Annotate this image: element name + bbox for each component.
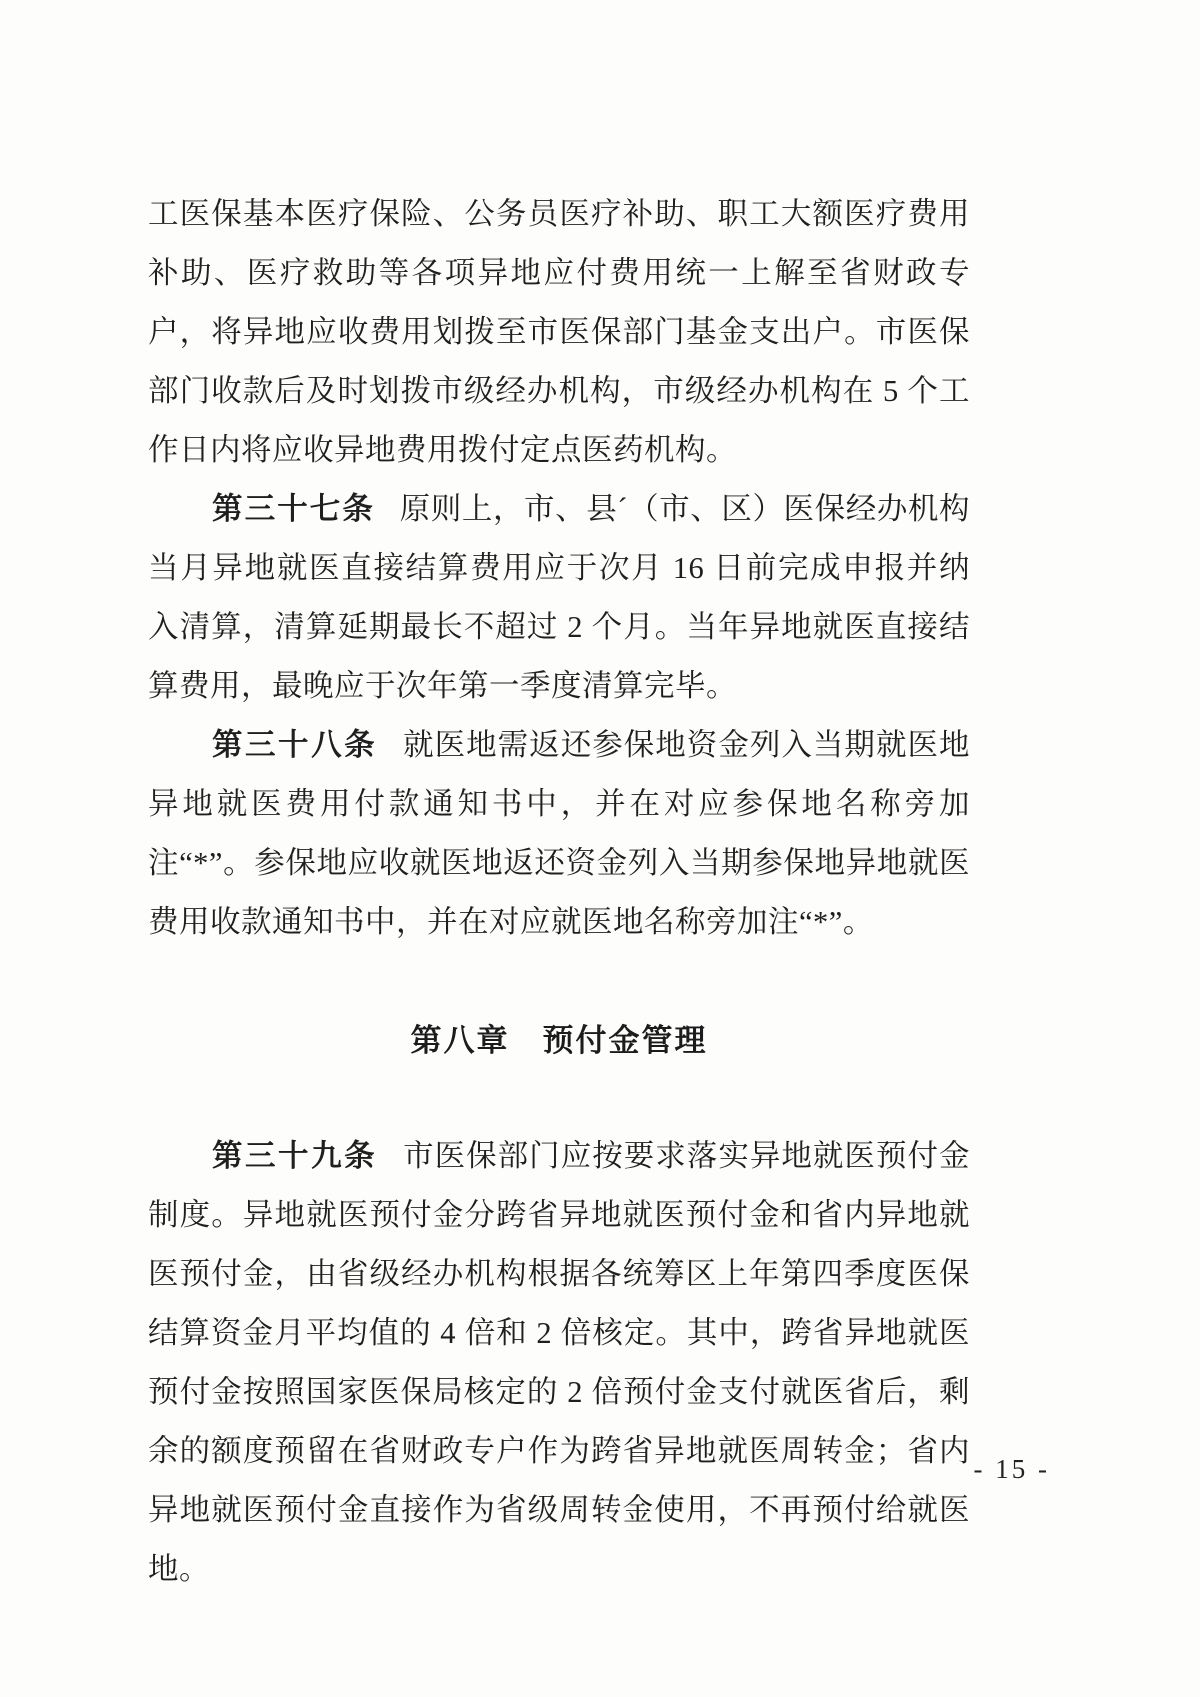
paragraph-article-38 — [148, 716, 970, 952]
paragraph-article-39 — [148, 1127, 970, 1599]
paragraph-continued: 工医保基本医疗保险、公务员医疗补助、职工大额医疗费用补助、医疗救助等各项异地应付费用统一上解至省财政专户，将异地应收费用划拨至市医保部门基金支出户。市医保部门收款后及时划拨市级经办机构，市级经办机构在 5 个工作日内将应收异地费用拨付定点医药机构。 — [148, 197, 970, 467]
article-text-37: 原则上，市、县ˊ（市、区）医保经办机构当月异地就医直接结算费用应于次月 16 日前完成申报并纳入清算，清算延期最长不超过 2 个月。当年异地就医直接结算费用，最晚应于次年第一季度清算完毕。 — [148, 492, 971, 703]
article-text-39: 市医保部门应按要求落实异地就医预付金制度。异地就医预付金分跨省异地就医预付金和省内异地就医预付金，由省级经办机构根据各统筹区上年第四季度医保结算资金月平均值的 4 倍和 2 倍核定。其中，跨省异地就医预付金按照国家医保局核定的 2 倍预付金支付就医省后，剩余的额度预留在省财政专户作为跨省异地就医周转金；省内异地就医预付金直接作为省级周转金使用，不再预付给就医地。 — [148, 1139, 971, 1586]
article-label-39: 第三十九条 — [212, 1139, 378, 1173]
page-number: - 15 - — [973, 1454, 1050, 1484]
spacer-before-chapter — [148, 952, 970, 1012]
article-text-38: 就医地需返还参保地资金列入当期就医地异地就医费用付款通知书中，并在对应参保地名称旁加注“*”。参保地应收就医地返还资金列入当期参保地异地就医费用收款通知书中，并在对应就医地名称旁加注“*”。 — [148, 728, 971, 939]
paragraph-article-37 — [148, 480, 970, 716]
article-label-38: 第三十八条 — [212, 728, 378, 762]
page-content — [148, 185, 970, 1599]
article-label-37: 第三十七条 — [212, 492, 375, 526]
chapter-heading: 第八章 预付金管理 — [410, 1023, 708, 1059]
spacer-after-chapter — [148, 1071, 970, 1127]
